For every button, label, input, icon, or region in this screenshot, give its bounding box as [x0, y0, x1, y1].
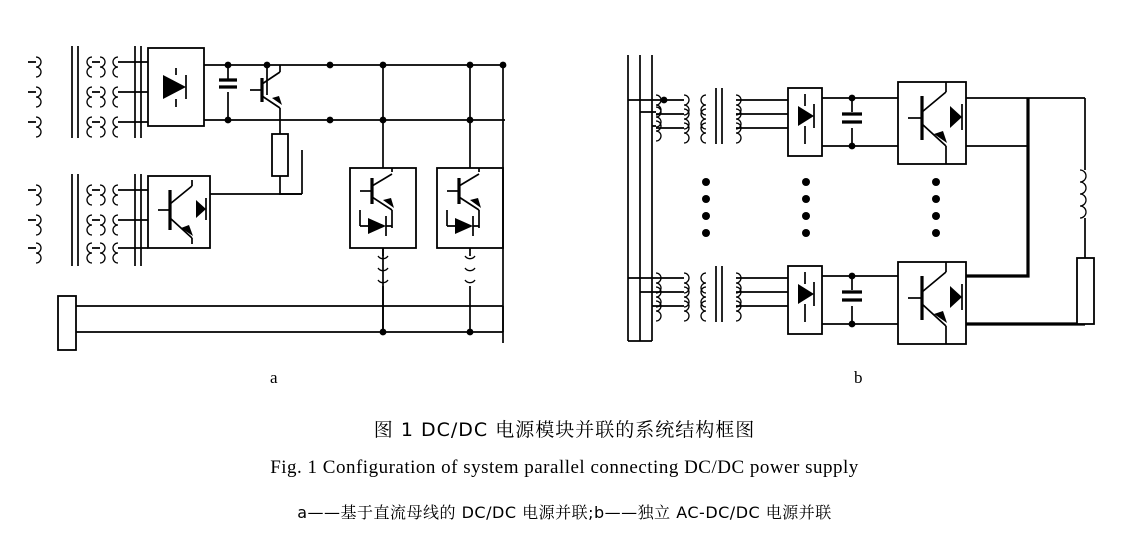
panel-b-circuit — [628, 55, 1094, 344]
dc-link-capacitor — [219, 65, 237, 120]
caption-subtitle: a——基于直流母线的 DC/DC 电源并联;b——独立 AC-DC/DC 电源并联 — [297, 503, 832, 522]
dcdc-module-2 — [437, 65, 503, 248]
output-inductor-2 — [465, 248, 475, 332]
igbt-inverter-module — [141, 176, 210, 248]
load-block — [58, 296, 503, 350]
diode-rectifier-bridge — [141, 48, 204, 126]
panel-a-circuit — [28, 46, 506, 350]
load-resistor — [1077, 258, 1094, 324]
caption-title-zh: 图 1 DC/DC 电源模块并联的系统结构框图 — [373, 419, 756, 441]
parallel-output-bus — [966, 98, 1028, 276]
caption-title-en: Fig. 1 Configuration of system parallel connecting DC/DC power supply — [270, 457, 859, 478]
three-phase-bus — [628, 55, 652, 341]
transformer-2 — [28, 174, 141, 266]
braking-resistor — [272, 130, 302, 194]
vertical-ellipsis-3 — [932, 178, 940, 237]
capacitor-top — [842, 98, 862, 146]
igbt-top — [898, 82, 966, 164]
vertical-ellipsis-1 — [702, 178, 710, 237]
panel-a-label: a — [270, 368, 278, 387]
capacitor-bottom — [842, 276, 862, 324]
vertical-ellipsis-2 — [802, 178, 810, 237]
output-inductor — [1080, 170, 1086, 258]
igbt-bottom — [898, 262, 966, 344]
panel-b-label: b — [854, 368, 863, 387]
transformer-1 — [28, 46, 141, 138]
